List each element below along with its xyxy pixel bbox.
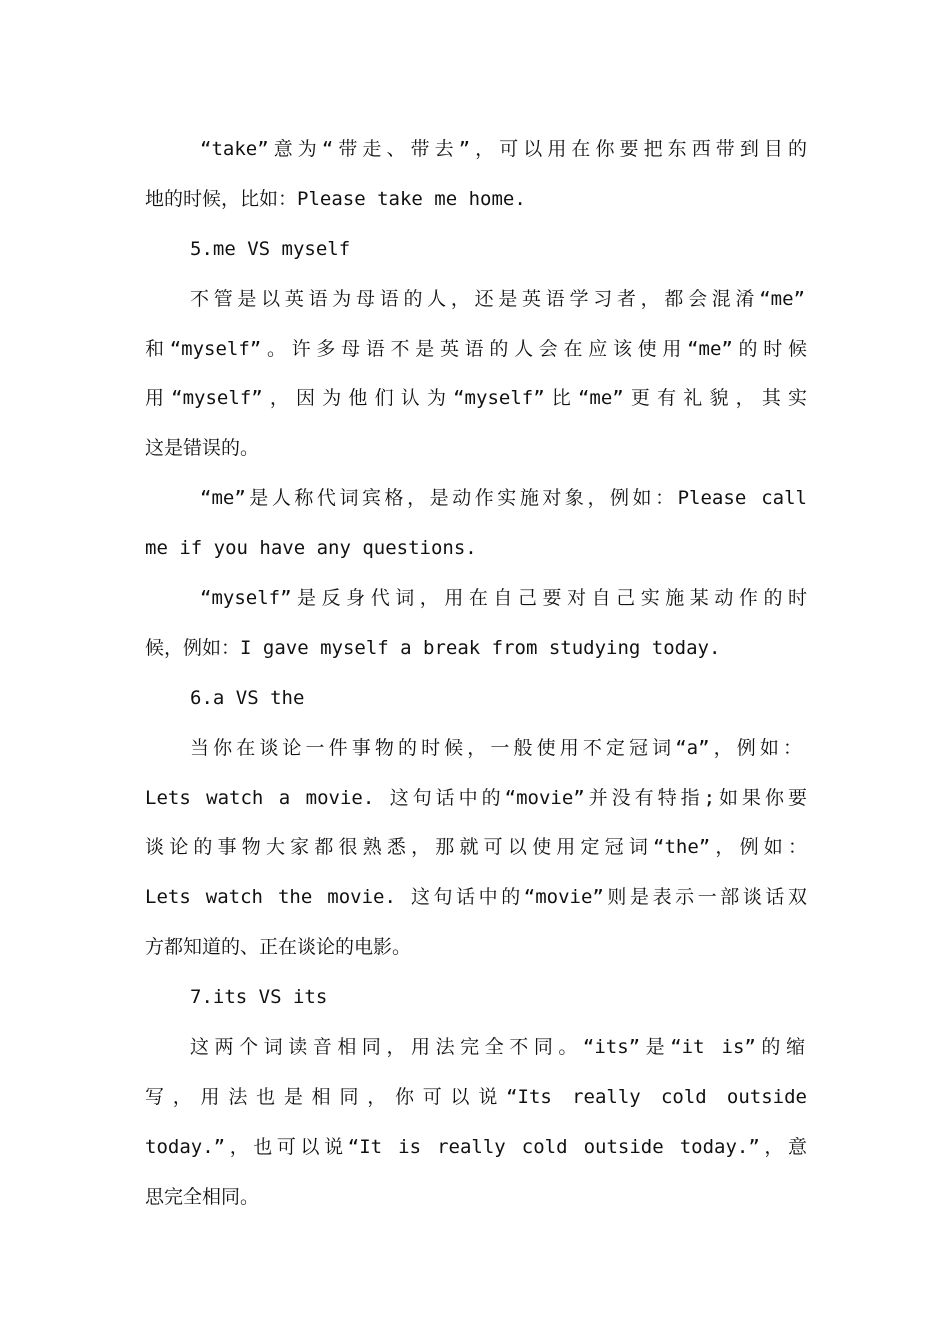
text-line: 候，例如：I gave myself a break from studying today. [145,636,721,659]
text-line: 这两个词读音相同，用法完全不同。“its”是“it is”的缩 [190,1036,805,1059]
paragraph-line [145,774,807,824]
text-line: “myself”是反身代词，用在自己要对自己实施某动作的时 [200,587,807,610]
text-line: 方都知道的、正在谈论的电影。 [145,936,412,959]
heading-text: 6.a VS the [190,686,305,709]
paragraph-line [145,1173,807,1223]
paragraph-line [145,524,807,574]
text-line: “me”是人称代词宾格，是动作实施对象，例如：Please call [200,487,807,510]
text-line: 谈论的事物大家都很熟悉，那就可以使用定冠词“the”，例如： [145,836,807,859]
text-line: 这是错误的。 [145,437,260,460]
text-line: “take”意为“带走、带去”，可以用在你要把东西带到目的 [200,138,807,160]
paragraph-line [145,624,807,674]
text-line: 和“myself”。许多母语不是英语的人会在应该使用“me”的时候 [145,337,807,360]
paragraph-line [145,325,807,375]
paragraph-line [145,823,807,873]
section-heading [145,674,807,724]
text-line: 当你在谈论一件事物的时候，一般使用不定冠词“a”，例如： [190,736,802,759]
paragraph-line [145,1123,807,1173]
text-line: Lets watch the movie. 这句话中的“movie”则是表示一部谈话双 [145,886,807,909]
paragraph-line [145,275,807,325]
text-line: me if you have any questions. [145,537,477,560]
paragraph-line [145,724,807,774]
paragraph-line [145,175,807,225]
paragraph-line [145,474,807,524]
document-body [145,125,807,1223]
section-heading [145,973,807,1023]
text-line: today.”，也可以说“It is really cold outside today.”，意 [145,1135,807,1158]
paragraph-line [145,424,807,474]
heading-text: 7.its VS its [190,986,328,1009]
paragraph-line [145,1023,807,1073]
paragraph-line [145,125,807,175]
paragraph-line [145,574,807,624]
text-line: 用“myself”，因为他们认为“myself”比“me”更有礼貌，其实 [145,387,807,410]
text-line: 不管是以英语为母语的人，还是英语学习者，都会混淆“me” [190,287,805,310]
text-line: Lets watch a movie. 这句话中的“movie”并没有特指;如果你要 [145,786,807,809]
section-heading [145,225,807,275]
paragraph-line [145,923,807,973]
heading-text: 5.me VS myself [190,237,351,260]
paragraph-line [145,873,807,923]
text-line: 思完全相同。 [145,1185,260,1208]
paragraph-line [145,1073,807,1123]
text-line: 地的时候，比如：Please take me home. [145,187,526,210]
text-line: 写，用法也是相同，你可以说“Its really cold outside [145,1085,807,1108]
paragraph-line [145,374,807,424]
